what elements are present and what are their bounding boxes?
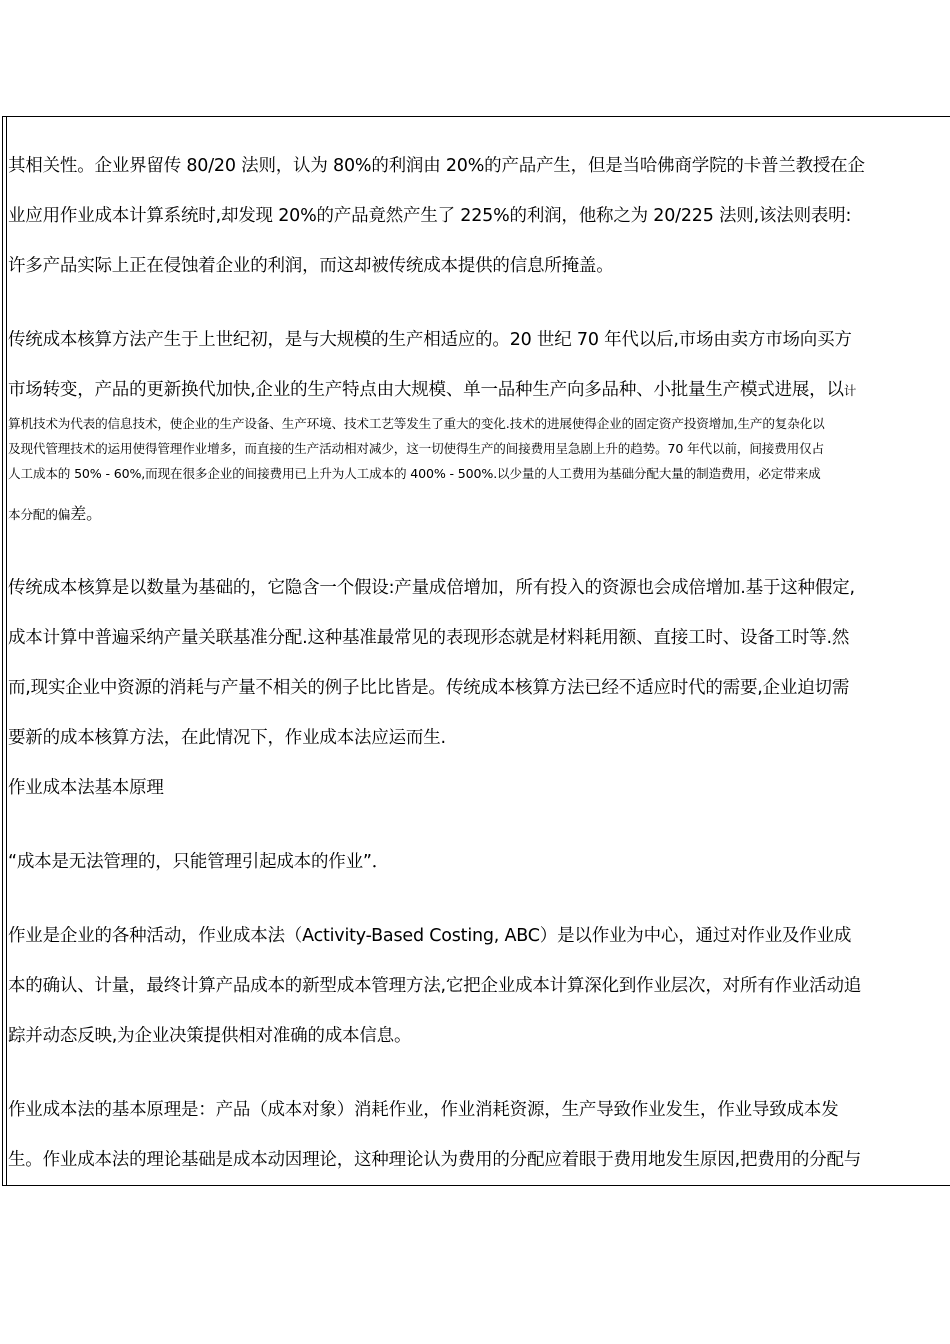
text-line-small: 及现代管理技术的运用使得管理作业增多，而直接的生产活动相对减少，这一切使得生产的间接费用呈急剧上升的趋势。70 年代以前，间接费用仅占 [8,441,824,456]
text-line-small: 人工成本的 50% - 60%,而现在很多企业的间接费用已上升为人工成本的 400% - 500%.以少量的人工费用为基础分配大量的制造费用，必定带来成 [8,466,821,481]
text-line: 其相关性。企业界留传 80/20 法则，认为 80%的利润由 20%的产品产生，但是当哈佛商学院的卡普兰教授在企 [8,156,865,176]
text-line-small [8,506,102,523]
text-line: 许多产品实际上正在侵蚀着企业的利润，而这却被传统成本提供的信息所掩盖。 [8,256,614,276]
text-segment: 差。 [70,504,102,523]
section-heading: 作业成本法基本原理 [8,778,164,798]
text-line [8,379,856,402]
text-line: 传统成本核算是以数量为基础的，它隐含一个假设:产量成倍增加，所有投入的资源也会成倍增加.基于这种假定, [8,578,855,598]
text-line: 生。作业成本法的理论基础是成本动因理论，这种理论认为费用的分配应着眼于费用地发生原因,把费用的分配与 [8,1150,862,1170]
text-line: 作业成本法的基本原理是：产品（成本对象）消耗作业，作业消耗资源，生产导致作业发生，作业导致成本发 [8,1100,839,1120]
text-line: 而,现实企业中资源的消耗与产量不相关的例子比比皆是。传统成本核算方法已经不适应时代的需要,企业迫切需 [8,678,850,698]
text-line: 本的确认、计量，最终计算产品成本的新型成本管理方法,它把企业成本计算深化到作业层次，对所有作业活动追 [8,976,862,996]
text-line-small: 算机技术为代表的信息技术，使企业的生产设备、生产环境、技术工艺等发生了重大的变化.技术的进展使得企业的固定资产投资增加,生产的复杂化以 [8,416,825,431]
text-line: 踪并动态反映,为企业决策提供相对准确的成本信息。 [8,1026,412,1046]
text-segment: 市场转变，产品的更新换代加快,企业的生产特点由大规模、单一品种生产向多品种、小批量生产模式进展，以 [8,380,844,400]
text-line: 业应用作业成本计算系统时,却发现 20%的产品竟然产生了 225%的利润，他称之为 20/225 法则,该法则表明: [8,206,852,226]
text-line: 要新的成本核算方法，在此情况下，作业成本法应运而生. [8,728,446,748]
quote-line: “成本是无法管理的，只能管理引起成本的作业”． [8,852,390,872]
text-line: 成本计算中普遍采纳产量关联基准分配.这种基准最常见的表现形态就是材料耗用额、直接工时、设备工时等.然 [8,628,850,648]
text-line: 作业是企业的各种活动，作业成本法（Activity-Based Costing, ABC）是以作业为中心，通过对作业及作业成 [8,926,852,946]
text-segment-small: 计 [843,383,857,398]
text-segment-small: 本分配的偏 [8,507,71,522]
frame-inner-border [6,116,7,1185]
text-line: 传统成本核算方法产生于上世纪初，是与大规模的生产相适应的。20 世纪 70 年代以后,市场由卖方市场向买方 [8,330,852,350]
frame-left-border [2,116,3,1185]
